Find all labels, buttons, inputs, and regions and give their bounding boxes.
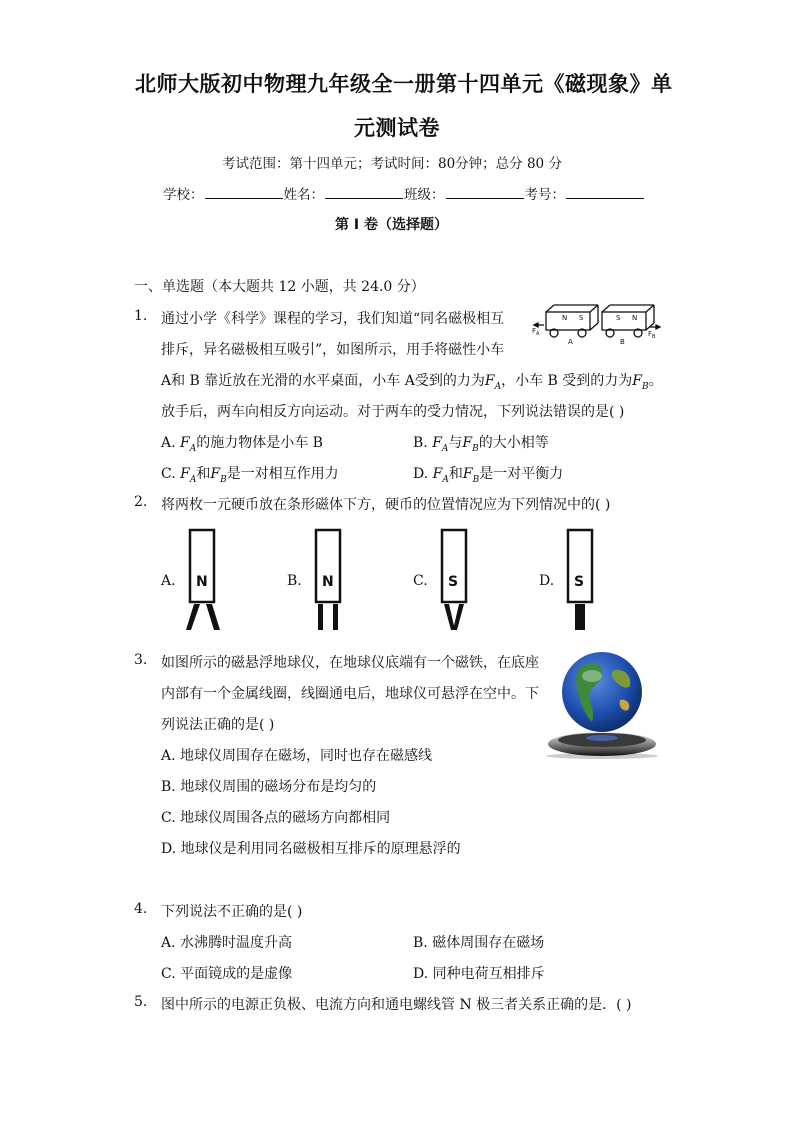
label-fa: $F_A$ <box>532 327 540 337</box>
q3-line2: 内部有一个金属线圈，线圈通电后，地球仪可悬浮在空中。下 <box>161 686 539 702</box>
school-blank[interactable] <box>205 186 283 199</box>
q2-number: 2. <box>134 494 148 510</box>
id-blank[interactable] <box>566 186 644 199</box>
q2-option-c: C. <box>413 573 428 589</box>
q3-number: 3. <box>134 652 148 668</box>
q3-option-a: A. 地球仪周围存在磁场，同时也存在磁感线 <box>161 748 433 764</box>
q4-number: 4. <box>134 901 148 917</box>
q4-option-b: B. 磁体周围存在磁场 <box>413 935 545 951</box>
q4-option-a: A. 水沸腾时温度升高 <box>161 935 293 951</box>
label-s2: S <box>616 314 621 322</box>
q2-option-b: B. <box>287 573 302 589</box>
page-title-line1: 北师大版初中物理九年级全一册第十四单元《磁现象》单 <box>135 72 673 96</box>
coin-c-right <box>453 604 464 630</box>
q5-line1: 图中所示的电源正负极、电流方向和通电螺线管 N 极三者关系正确的是．( ) <box>161 997 632 1013</box>
class-blank[interactable] <box>446 186 524 199</box>
q1-option-d: D. $F_A$和$F_B$是一对平衡力 <box>413 466 564 485</box>
q1-option-b: B. $F_A$与$F_B$的大小相等 <box>413 435 549 454</box>
section-title: 一、单选题（本大题共 12 小题，共 24.0 分） <box>134 279 425 295</box>
q1-line3: A和 B 靠近放在光滑的水平桌面，小车 A受到的力为$F_A$，小车 B 受到的力为$F_B$。 <box>161 373 663 392</box>
q3-line1: 如图所示的磁悬浮地球仪，在地球仪底端有一个磁铁，在底座 <box>161 655 539 671</box>
q1-option-a: A. $F_A$的施力物体是小车 B <box>161 435 323 454</box>
q2-option-a: A. <box>161 573 176 589</box>
id-label: 考号： <box>524 187 565 203</box>
q1-cart-figure <box>532 300 662 348</box>
q4-option-d: D. 同种电荷互相排斥 <box>413 966 545 982</box>
q4-line1: 下列说法不正确的是( ) <box>161 904 303 920</box>
coin-b-left <box>318 604 323 630</box>
info-fields <box>163 183 645 203</box>
class-label: 班级： <box>404 187 445 203</box>
q2-magnet-d <box>562 528 606 632</box>
exam-info: 考试范围：第十四单元；考试时间：80分钟；总分 80 分 <box>222 156 562 172</box>
school-label: 学校： <box>163 187 204 203</box>
label-s1: S <box>579 314 584 322</box>
coin-a-right <box>206 604 220 630</box>
coin-c-left <box>444 604 455 630</box>
magnet-d-pole: S <box>574 574 585 590</box>
q1-line1: 通过小学《科学》课程的学习，我们知道“同名磁极相互 <box>161 311 505 327</box>
q3-option-b: B. 地球仪周围的磁场分布是均匀的 <box>161 779 377 795</box>
q3-option-d: D. 地球仪是利用同名磁极相互排斥的原理悬浮的 <box>161 841 461 857</box>
globe-shadow <box>546 753 658 759</box>
coin-b-right <box>333 604 338 630</box>
q3-option-c: C. 地球仪周围各点的磁场方向都相同 <box>161 810 391 826</box>
globe-sphere <box>562 652 642 732</box>
q2-magnet-a <box>184 528 228 632</box>
cart-b-body <box>602 312 646 330</box>
magnet-b-pole: N <box>322 574 334 590</box>
q2-magnet-b <box>310 528 354 632</box>
volume-title: 第 I 卷（选择题） <box>335 217 448 233</box>
label-n1: N <box>562 314 568 322</box>
globe-reflection <box>586 735 618 741</box>
q2-magnet-c <box>436 528 480 632</box>
q4-option-c: C. 平面镜成的是虚像 <box>161 966 293 982</box>
q2-option-d: D. <box>539 573 555 589</box>
magnet-a-pole: N <box>196 574 208 590</box>
page-title-line2: 元测试卷 <box>354 116 440 140</box>
q3-line3: 列说法正确的是( ) <box>161 717 275 733</box>
q1-option-c: C. $F_A$和$F_B$是一对相互作用力 <box>161 466 339 485</box>
label-fb: $F_B$ <box>648 330 656 340</box>
q1-line4: 放手后，两车向相反方向运动。对于两车的受力情况，下列说法错误的是( ) <box>161 404 625 420</box>
name-label: 姓名： <box>283 187 324 203</box>
q1-line2: 排斥，异名磁极相互吸引”，如图所示，用手将磁性小车 <box>161 342 505 358</box>
q1-number: 1. <box>134 308 148 324</box>
coin-a-left <box>186 604 200 630</box>
label-n2: N <box>632 314 638 322</box>
magnet-c-pole: S <box>448 574 459 590</box>
q3-globe-figure <box>544 646 660 766</box>
label-cart-a: A <box>568 338 573 346</box>
q2-line1: 将两枚一元硬币放在条形磁体下方，硬币的位置情况应为下列情况中的( ) <box>161 497 611 513</box>
q5-number: 5. <box>134 994 148 1010</box>
label-cart-b: B <box>620 338 625 346</box>
coin-d-stack <box>575 604 585 630</box>
globe-highlight <box>582 670 602 682</box>
name-blank[interactable] <box>325 186 403 199</box>
